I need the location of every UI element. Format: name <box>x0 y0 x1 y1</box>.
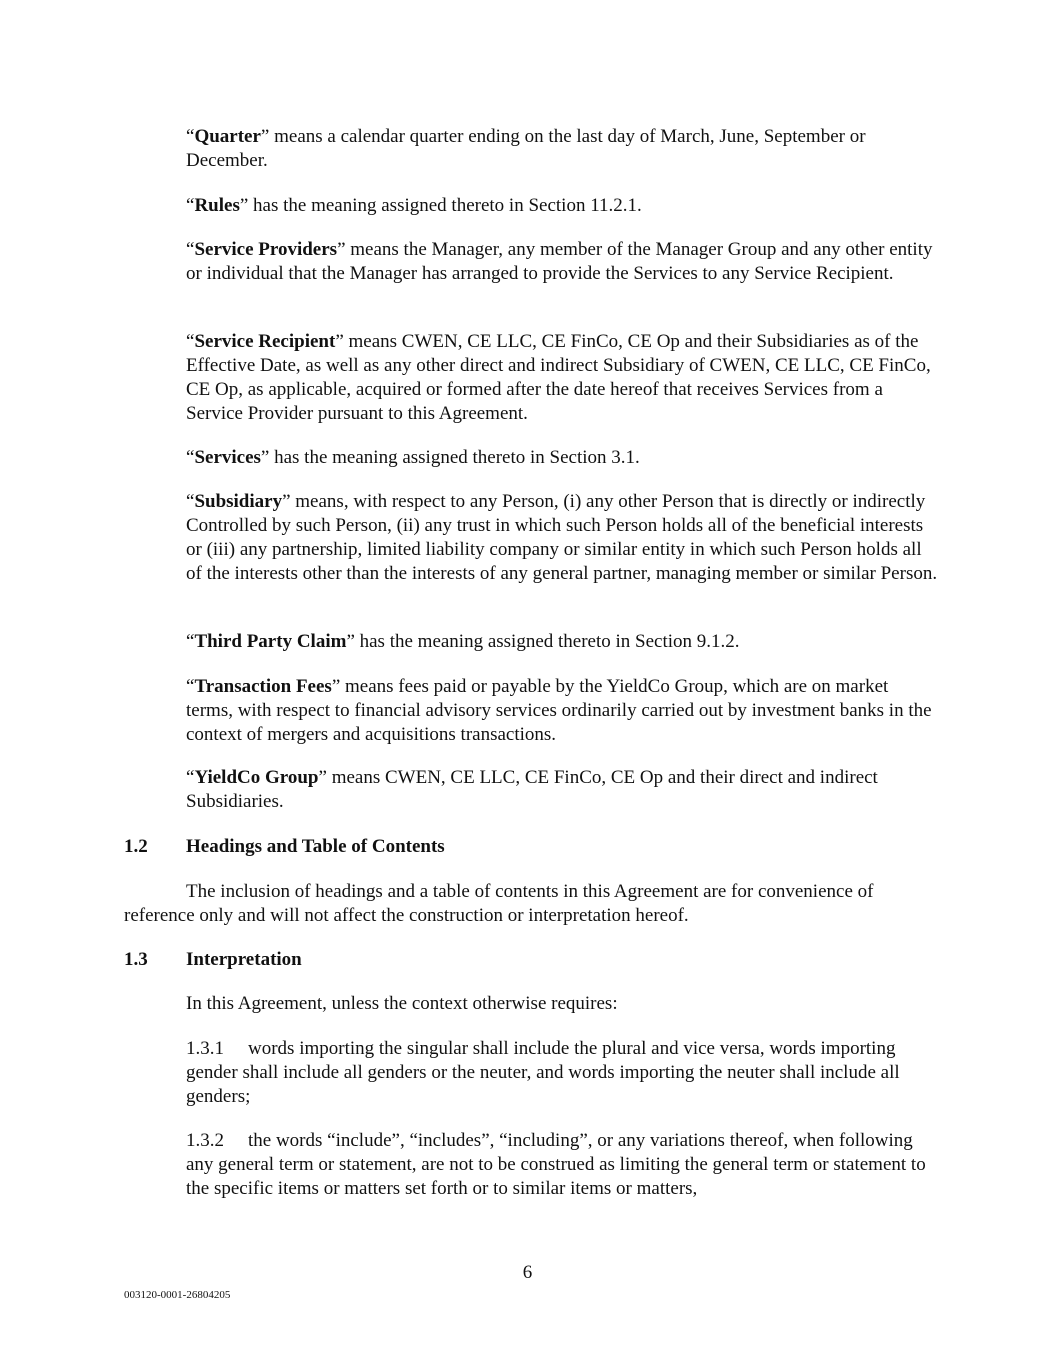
clause-number: 1.3.2 <box>186 1130 224 1151</box>
document-id: 003120-0001-26804205 <box>124 1289 231 1301</box>
definition-text: has the meaning assigned thereto in Section 11.2.1. <box>248 195 642 216</box>
definition-text: means a calendar quarter ending on the last day of March, June, September or December. <box>186 126 866 171</box>
definition-text: means, with respect to any Person, (i) any other Person that is directly or indirectly Controlled by such Person, (ii) any trust in which such Person holds all of the beneficial interests or (iii) any partnership, limited liability company or similar entity in which such Person holds all of the interests other than the interests of any general partner, managing member or similar Person. <box>186 491 938 584</box>
definition-term: Quarter <box>194 126 261 147</box>
definition-term: Subsidiary <box>194 491 283 512</box>
definition-text: has the meaning assigned thereto in Section 9.1.2. <box>354 631 740 652</box>
page-number: 6 <box>522 1262 533 1283</box>
definition-term: Third Party Claim <box>194 631 347 652</box>
definition-term: YieldCo Group <box>194 767 319 788</box>
section-number: 1.2 <box>124 836 148 857</box>
definition-text: means CWEN, CE LLC, CE FinCo, CE Op and their Subsidiaries as of the Effective Date, as well as any other direct and indirect Subsidiary of CWEN, CE LLC, CE FinCo, CE Op, as applicable, acquired or formed after the date hereof that receives Services from a Service Provider pursuant to this Agreement. <box>186 331 931 424</box>
definition-term: Service Providers <box>194 239 338 260</box>
definition-term: Services <box>194 447 261 468</box>
clause-text: words importing the singular shall include the plural and vice versa, words importing gender shall include all genders or the neuter, and words importing the neuter shall include all genders; <box>186 1038 900 1107</box>
definition-text: means fees paid or payable by the YieldCo Group, which are on market terms, with respect to financial advisory services ordinarily carried out by investment banks in the context of mergers and acquisitions transactions. <box>186 676 932 745</box>
definition-quarter: “Quarter” means a calendar quarter ending on the last day of March, June, September or December. <box>186 126 866 171</box>
definition-subsidiary: “Subsidiary” means, with respect to any Person, (i) any other Person that is directly or indirectly Controlled by such Person, (ii) any trust in which such Person holds all of the beneficial interests or (iii) any partnership, limited liability company or similar entity in which such Person holds all of the interests other than the interests of any general partner, managing member or similar Person. <box>186 491 938 584</box>
definition-service-providers: “Service Providers” means the Manager, any member of the Manager Group and any other entity or individual that the Manager has arranged to provide the Services to any Service Recipient. <box>186 239 933 284</box>
definition-rules: “Rules” has the meaning assigned thereto in Section 11.2.1. <box>186 195 642 216</box>
definition-yieldco-group: “YieldCo Group” means CWEN, CE LLC, CE FinCo, CE Op and their direct and indirect Subsidiaries. <box>186 767 878 812</box>
clause-1-3-2 <box>186 1129 938 1201</box>
definition-third-party-claim: “Third Party Claim” has the meaning assigned thereto in Section 9.1.2. <box>186 631 740 652</box>
section-number: 1.3 <box>124 949 148 970</box>
section-heading-1-3 <box>124 948 302 972</box>
definition-term: Rules <box>194 195 240 216</box>
section-1-3-intro: In this Agreement, unless the context otherwise requires: <box>186 993 618 1014</box>
definition-text: has the meaning assigned thereto in Section 3.1. <box>269 447 640 468</box>
clause-1-3-1 <box>186 1037 938 1109</box>
definition-transaction-fees: “Transaction Fees” means fees paid or payable by the YieldCo Group, which are on market terms, with respect to financial advisory services ordinarily carried out by investment banks in the context of mergers and acquisitions transactions. <box>186 676 932 745</box>
section-1-2-body: The inclusion of headings and a table of contents in this Agreement are for convenience of reference only and will not affect the construction or interpretation hereof. <box>124 881 874 926</box>
section-title: Headings and Table of Contents <box>186 836 445 857</box>
section-title: Interpretation <box>186 949 302 970</box>
section-heading-1-2 <box>124 835 445 859</box>
definition-service-recipient: “Service Recipient” means CWEN, CE LLC, CE FinCo, CE Op and their Subsidiaries as of the Effective Date, as well as any other direct and indirect Subsidiary of CWEN, CE LLC, CE FinCo, CE Op, as applicable, acquired or formed after the date hereof that receives Services from a Service Provider pursuant to this Agreement. <box>186 331 931 424</box>
definition-term: Transaction Fees <box>194 676 332 697</box>
definition-term: Service Recipient <box>194 331 336 352</box>
definition-text: means CWEN, CE LLC, CE FinCo, CE Op and their direct and indirect Subsidiaries. <box>186 767 878 812</box>
clause-text: the words “include”, “includes”, “including”, or any variations thereof, when following any general term or statement, are not to be construed as limiting the general term or statement to the specific items or matters set forth or to similar items or matters, <box>186 1130 926 1199</box>
clause-number: 1.3.1 <box>186 1038 224 1059</box>
definition-services: “Services” has the meaning assigned thereto in Section 3.1. <box>186 447 640 468</box>
definition-text: means the Manager, any member of the Manager Group and any other entity or individual that the Manager has arranged to provide the Services to any Service Recipient. <box>186 239 933 284</box>
